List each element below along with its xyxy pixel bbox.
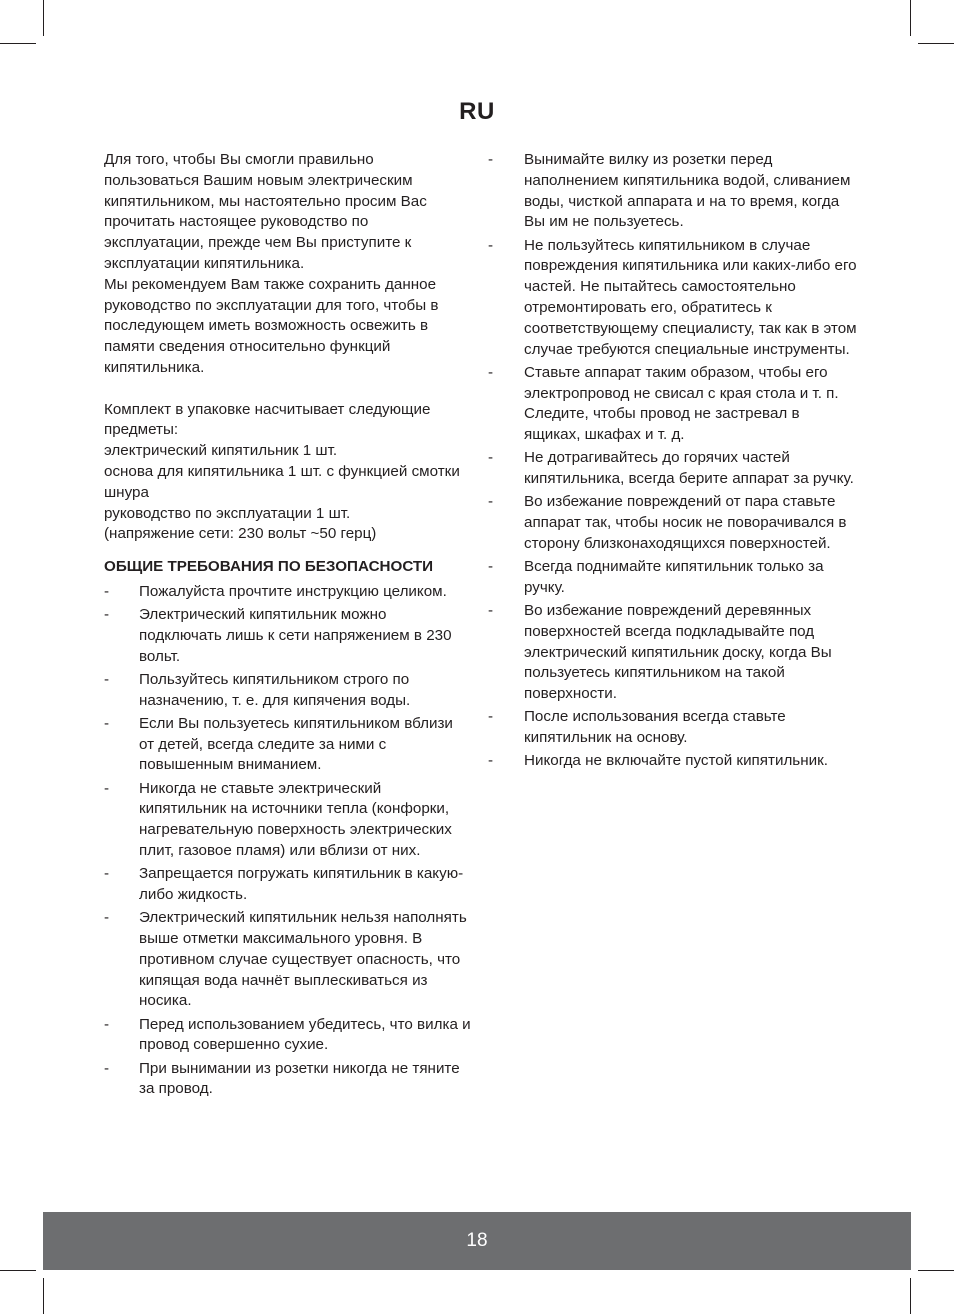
bullet-dash: -	[488, 449, 494, 467]
crop-mark	[43, 1278, 44, 1314]
list-item	[104, 779, 472, 862]
crop-mark	[918, 43, 954, 44]
bullet-dash: -	[488, 236, 494, 254]
list-item	[488, 751, 858, 772]
crop-mark	[910, 1278, 911, 1314]
spacer	[104, 379, 472, 400]
list-item-text: Пользуйтесь кипятильником строго по назначению, т. е. для кипячения воды.	[139, 670, 411, 709]
safety-heading: ОБЩИЕ ТРЕБОВАНИЯ ПО БЕЗОПАСНОСТИ	[104, 558, 434, 576]
bullet-dash: -	[104, 1015, 110, 1033]
package-line: электрический кипятильник 1 шт.	[104, 442, 338, 460]
package-line: (напряжение сети: 230 вольт ~50 герц)	[104, 525, 377, 543]
page-number: 18	[466, 1230, 488, 1251]
list-item-text: Никогда не включайте пустой кипятильник.	[524, 752, 828, 770]
list-item-text: Не дотрагивайтесь до горячих частей кипятильника, всегда берите аппарат за ручку.	[524, 449, 854, 488]
bullet-dash: -	[104, 670, 110, 688]
list-item-text: Пожалуйста прочтите инструкцию целиком.	[139, 582, 447, 600]
list-item	[104, 714, 472, 776]
list-item	[104, 605, 472, 667]
list-item	[104, 908, 472, 1012]
intro-paragraph: Для того, чтобы Вы смогли правильно пользоваться Вашим новым электрическим кипятильником, мы настоятельно просим Вас прочитать настоящее руководство по эксплуатации, прежде чем Вы приступите к эксплуатации кипятильника.	[104, 151, 427, 272]
list-item-text: Электрический кипятильник нельзя наполнять выше отметки максимального уровня. В противном случае существует опасность, что кипящая вода начнёт выплескиваться из носика.	[139, 909, 467, 1010]
bullet-dash: -	[104, 865, 110, 883]
list-item	[104, 670, 472, 712]
bullet-dash: -	[104, 606, 110, 624]
list-item	[488, 363, 858, 446]
list-item	[488, 601, 858, 705]
list-item	[488, 448, 858, 490]
bullet-dash: -	[104, 1059, 110, 1077]
crop-mark	[0, 43, 36, 44]
bullet-dash: -	[104, 714, 110, 732]
list-item	[488, 707, 858, 749]
safety-list-right	[488, 150, 858, 772]
list-item	[488, 150, 858, 233]
crop-mark	[910, 0, 911, 36]
list-item-text: Всегда поднимайте кипятильник только за ручку.	[524, 558, 824, 596]
list-item-text: При вынимании из розетки никогда не тяните за провод.	[139, 1059, 460, 1098]
list-item	[104, 864, 472, 906]
list-item	[104, 1059, 472, 1101]
bullet-dash: -	[488, 558, 494, 576]
list-item-text: Никогда не ставьте электрический кипятильник на источники тепла (конфорки, нагревательную поверхность электрических плит, газовое пламя) или вблизи от них.	[139, 779, 452, 860]
list-item-text: Запрещается погружать кипятильник в какую-либо жидкость.	[139, 865, 464, 904]
crop-mark	[918, 1270, 954, 1271]
bullet-dash: -	[104, 909, 110, 927]
list-item	[488, 236, 858, 361]
list-item	[104, 1015, 472, 1057]
crop-mark	[0, 1270, 36, 1271]
list-item	[488, 557, 858, 599]
package-line: руководство по эксплуатации 1 шт.	[104, 504, 351, 522]
right-column	[488, 150, 858, 775]
bullet-dash: -	[488, 493, 494, 511]
left-column	[104, 150, 472, 1103]
intro-paragraph: Мы рекомендуем Вам также сохранить данное руководство по эксплуатации для того, чтобы в последующем иметь возможность освежить в памяти сведения относительно функций кипятильника.	[104, 275, 439, 376]
list-item-text: После использования всегда ставьте кипятильник на основу.	[524, 708, 786, 747]
bullet-dash: -	[488, 363, 494, 381]
safety-list-left	[104, 582, 472, 1100]
list-item-text: Вынимайте вилку из розетки перед наполнением кипятильника водой, сливанием воды, чисткой аппарата и на то время, когда Вы им не пользуетесь.	[524, 151, 851, 231]
list-item-text: Перед использованием убедитесь, что вилка и провод совершенно сухие.	[139, 1015, 471, 1054]
list-item	[488, 492, 858, 554]
package-line: Комплект в упаковке насчитывает следующие предметы:	[104, 400, 431, 439]
list-item-text: Электрический кипятильник можно подключать лишь к сети напряжением в 230 вольт.	[139, 606, 452, 665]
bullet-dash: -	[488, 708, 494, 726]
bullet-dash: -	[488, 602, 494, 620]
list-item-text: Если Вы пользуетесь кипятильником вблизи от детей, всегда следите за ними с повышенным вниманием.	[139, 714, 453, 774]
language-code: RU	[459, 98, 495, 125]
list-item	[104, 582, 472, 603]
footer-bar	[43, 1212, 911, 1270]
package-line: основа для кипятильника 1 шт. с функцией смотки шнура	[104, 462, 460, 501]
list-item-text: Ставьте аппарат таким образом, чтобы его электропровод не свисал с края стола и т. п. Следите, чтобы провод не застревал в ящиках, шкафах и т. д.	[524, 363, 839, 444]
crop-mark	[43, 0, 44, 36]
list-item-text: Не пользуйтесь кипятильником в случае повреждения кипятильника или каких-либо его частей. Не пытайтесь самостоятельно отремонтировать его, обратитесь к соответствующему специалисту, так как в этом случае требуются специальные инструменты.	[524, 236, 857, 358]
bullet-dash: -	[488, 752, 494, 770]
bullet-dash: -	[104, 582, 110, 600]
bullet-dash: -	[104, 779, 110, 797]
list-item-text: Во избежание повреждений деревянных поверхностей всегда подкладывайте под электрический кипятильник доску, когда Вы пользуетесь кипятильником на такой поверхности.	[524, 602, 832, 703]
bullet-dash: -	[488, 151, 494, 168]
list-item-text: Во избежание повреждений от пара ставьте аппарат так, чтобы носик не поворачивался в сторону близконаходящихся поверхностей.	[524, 493, 847, 552]
